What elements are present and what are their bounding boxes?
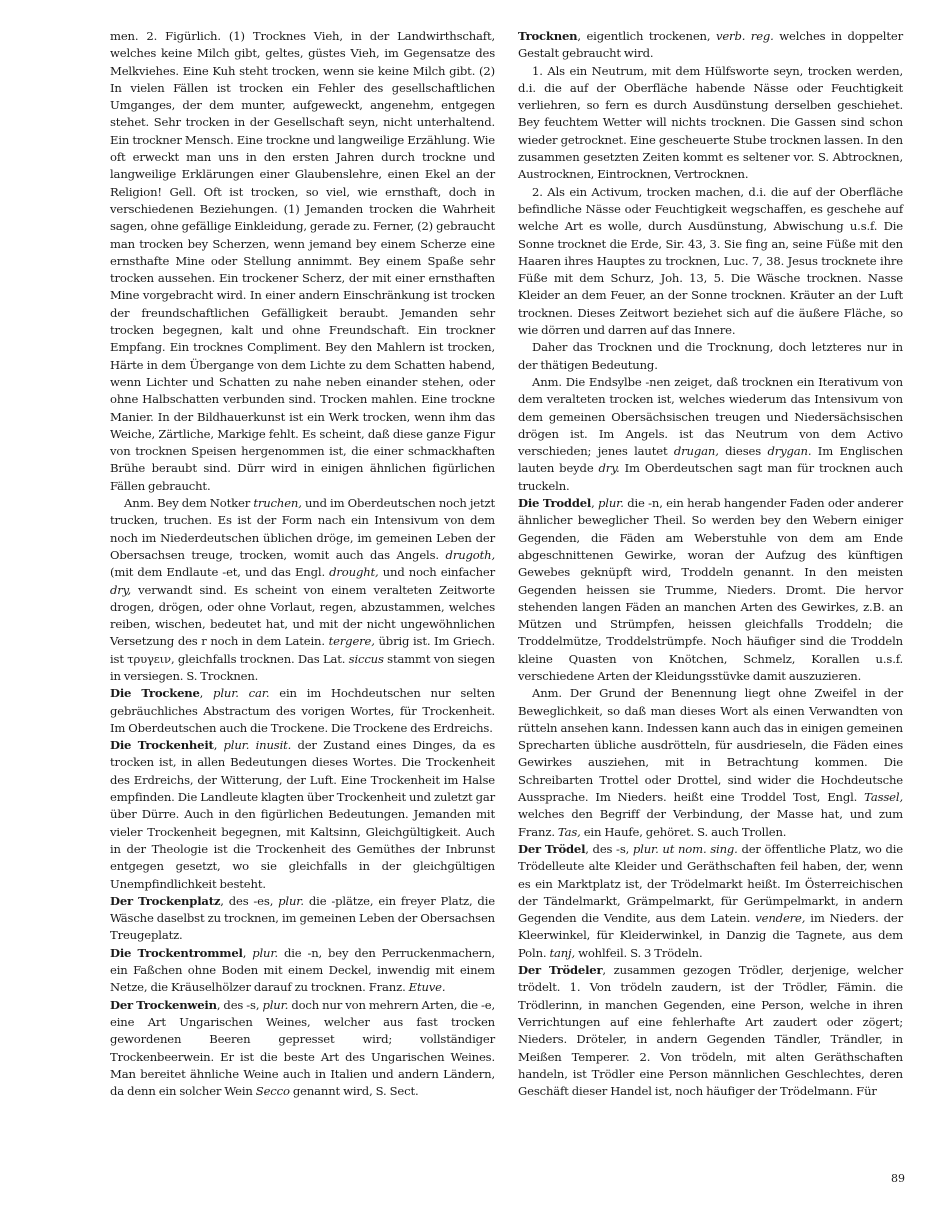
headword: Der Trockenwein bbox=[110, 997, 217, 1012]
headword: Die Trockene bbox=[110, 686, 200, 701]
sense-neutrum: 1. Als ein Neutrum, mit dem Hülfsworte seyn, trocken werden, d.i. die auf der Oberfläche habende Nässe oder Feuchtigkeit verliehren, so fern es durch Ausdünstung derselben geschiehet. Bey feuchtem Wetter will nichts trocknen. Die Gassen sind schon wieder getrocknet. Eine gescheuerte Stube trocknen lassen. In den zusammen gesetzten Zeiten kommt es seltener vor. S. Abtrocknen, Austrocknen, Eintrocknen, Vertrocknen. bbox=[518, 63, 903, 182]
right-column bbox=[518, 28, 903, 1100]
entry-trocken-continuation: men. 2. Figürlich. (1) Trocknes Vieh, in der Landwirthschaft, welches keine Milch gibt, geltes, güstes Vieh, im Gegensatze des Melkviehes. Eine Kuh steht trocken, wenn sie keine Milch gibt. (2) In vielen Fällen ist trocken ein Fehler des gesellschaftlichen Umganges, der dem munter, aufgeweckt, angenehm, entgegen stehet. Sehr trocken in der Gesellschaft seyn, nicht unterhaltend. Ein trockner Mensch. Eine trockne und langweilige Erzählung. Wie oft erweckt man uns in den ersten Jahren durch trockne und langweilige Erklärungen einer Glaubenslehre, einen Ekel an der Religion! Gell. Oft ist trocken, so viel, wie ernsthaft, doch in verschiedenen Beziehungen. (1) Jemanden trocken die Wahrheit sagen, ohne gefällige Einkleidung, gerade zu. Ferner, (2) gebraucht man trocken bey Scherzen, wenn jemand bey einem Scherze eine ernsthafte Mine oder Stellung annimmt. Bey einem Spaße sehr trocken aussehen. Ein trockener Scherz, der mit einer ernsthaften Mine vorgebracht wird. In einer andern Einschränkung ist trocken der freundschaftlichen Gefälligkeit beraubt. Jemanden sehr trocken begegnen, kalt und ohne Freundschaft. Ein trockner Empfang. Ein trocknes Compliment. Bey den Mahlern ist trocken, Härte in dem Übergange von dem Lichte zu dem Schatten habend, wenn Lichter und Schatten zu nahe neben einander stehen, oder ohne Halbschatten verbunden sind. Trocken mahlen. Eine trockne Manier. In der Bildhauerkunst ist ein Werk trocken, wenn ihm das Weiche, Zärtliche, Markige fehlt. Es scheint, daß diese ganze Figur von trocknen Speisen hergenommen ist, die einer schmackhaften Brühe beraubt sind. Dürr wird in einigen ähnlichen figürlichen Fällen gebraucht. bbox=[110, 29, 495, 493]
headword: Der Trödeler bbox=[518, 963, 603, 978]
page-number: 89 bbox=[891, 1172, 905, 1185]
left-column bbox=[110, 28, 495, 1100]
note-trocken: Anm. Bey dem Notker truchen, und im Oberdeutschen noch jetzt trucken, truchen. Es ist der Form nach ein Intensivum von dem noch im Niederdeutschen üblichen dröge, im gemeinen Leben der Obersachsen treuge, trocken, womit auch das Angels. drugoth, (mit dem Endlaute -et, und das Engl. drought, und noch einfacher dry, verwandt sind. Es scheint von einem veralteten Zeitworte drogen, drögen, oder ohne Vorlaut, regen, abzustammen, welches reiben, wischen, bedeutet hat, und mit der nicht ungewöhnlichen Versetzung des r noch in dem Latein. tergere, übrig ist. Im Griech. ist τρυγειν, gleichfalls trocknen. Das Lat. siccus stammt von siegen in versiegen. S. Trocknen. bbox=[110, 496, 495, 683]
note-trocknen: Anm. Die Endsylbe -nen zeiget, daß trocknen ein Iterativum von dem veralteten trocken ist, welches wiederum das Intensivum von dem gemeinen Obersächsischen treugen und Niedersächsischen drögen ist. Im Angels. ist das Neutrum von dem Activo verschieden; jenes lautet drugan, dieses drygan. Im Englischen lauten beyde dry. Im Oberdeutschen sagt man für trocknen auch truckeln. bbox=[518, 374, 903, 493]
entry-trockenwein: Der Trockenwein, des -s, plur. doch nur von mehrern Arten, die -e, eine Art Ungarischen Weines, welcher aus fast trocken gewordenen Beeren gepresset wird; vollständiger Trockenbeerwein. Er ist die beste Art des Ungarischen Weines. Man bereitet ähnliche Weine auch in Italien und andern Ländern, da denn ein solcher Wein Secco genannt wird, S. Sect. bbox=[110, 997, 495, 1099]
sense-activum: 2. Als ein Activum, trocken machen, d.i. die auf der Oberfläche befindliche Nässe oder Feuchtigkeit wegschaffen, es geschehe auf welche Art es wolle, durch Ausdünstung, Abwischung u.s.f. Die Sonne trocknet die Erde, Sir. 43, 3. Sie fing an, seine Füße mit den Haaren ihres Hauptes zu trocknen, Luc. 7, 38. Jesus trocknete ihre Füße mit dem Schurz, Joh. 13, 5. Die Wäsche trocknen. Nasse Kleider an dem Feuer, an der Sonne trocknen. Kräuter an der Luft trocknen. Dieses Zeitwort beziehet sich auf die äußere Fläche, so wie dörren und darren auf das Innere. bbox=[518, 184, 903, 338]
entry-trockentrommel: Die Trockentrommel, plur. die -n, bey den Perruckenmachern, ein Faßchen ohne Boden mit einem Deckel, inwendig mit einem Netze, die Kräuselhölzer darauf zu trocknen. Franz. Etuve. bbox=[110, 945, 495, 995]
headword: Die Troddel bbox=[518, 496, 592, 511]
entry-trockenheit: Die Trockenheit, plur. inusit. der Zustand eines Dinges, da es trocken ist, in allen Bedeutungen dieses Wortes. Die Trockenheit des Erdreichs, der Witterung, der Luft. Eine Trockenheit im Halse empfinden. Die Landleute klagten über Trockenheit und zuletzt gar über Dürre. Auch in den figürlichen Bedeutungen. Jemanden mit vieler Trockenheit begegnen, mit Kaltsinn, Gleichgültigkeit. Auch in der Theologie ist die Trockenheit des Gemüthes der Inbrunst entgegen gesetzt, wo sie gleichfalls in der gleichgültigen Unempfindlichkeit besteht. bbox=[110, 738, 496, 891]
note-troddel: Anm. Der Grund der Benennung liegt ohne Zweifel in der Beweglichkeit, so daß man dieses Wort als einen Verwandten von rütteln ansehen kann. Indessen kann auch das in einigen gemeinen Sprecharten übliche ausdrötteln, für ausdrieseln, die Fäden eines Gewirkes ausziehen, mit in Betrachtung kommen. Die Schreibarten Trottel oder Drottel, sind wider die Hochdeutsche Aussprache. Im Nieders. heißt eine Troddel Tost, Engl. Tassel, welches den Begriff der Verbindung, der Masse hat, und zum Franz. Tas, ein Haufe, gehöret. S. auch Trollen. bbox=[518, 686, 903, 839]
derivation-note: Daher das Trocknen und die Trocknung, doch letzteres nur in der thätigen Bedeutung. bbox=[518, 340, 903, 372]
headword: Der Trödel bbox=[518, 841, 586, 856]
headword: Trocknen bbox=[518, 29, 578, 43]
headword: Die Trockenheit bbox=[110, 738, 214, 753]
entry-troedeler: Der Trödeler, zusammen gezogen Trödler, derjenige, welcher trödelt. 1. Von trödeln zaudern, ist der Trödler, Fämin. die Trödlerinn, in manchen Gegenden, eine Person, welche in ihren Verrichtungen auf eine fehlerhafte Art zaudert oder zögert; Nieders. Dröteler, in andern Gegenden Tändler, Trändler, in Meißen Temperer. 2. Von trödeln, mit alten Geräthschaften handeln, ist Trödler eine Person männlichen Geschlechtes, deren Geschäft dieser Handel ist, noch häufiger der Trödelmann. Für bbox=[518, 963, 903, 1099]
entry-troedel: Der Trödel, des -s, plur. ut nom. sing. der öffentliche Platz, wo die Trödelleute alte Kleider und Geräthschaften feil haben, der, wenn es ein Marktplatz ist, der Trödelmarkt heißt. Im Österreichischen der Tändelmarkt, Grämpelmarkt, für Gerümpelmarkt, in andern Gegenden die Vendite, aus dem Latein. vendere, im Nieders. der Kleerwinkel, für Kleiderwinkel, in Danzig die Tagnete, aus dem Poln. tanj, wohlfeil. S. 3 Trödeln. bbox=[518, 841, 903, 960]
headword: Der Trockenplatz bbox=[110, 893, 221, 908]
entry-trockene: Die Trockene, plur. car. ein im Hochdeutschen nur selten gebräuchliches Abstractum des vorigen Wortes, für Trockenheit. Im Oberdeutschen auch die Trockene. Die Trockene des Erdreichs. bbox=[110, 686, 496, 735]
entry-trocknen: Trocknen, eigentlich trockenen, verb. reg. welches in doppelter Gestalt gebraucht wird. bbox=[518, 29, 903, 61]
headword: Die Trockentrommel bbox=[110, 945, 243, 960]
entry-troddel: Die Troddel, plur. die -n, ein herab hangender Faden oder anderer ähnlicher beweglicher Theil. So werden bey den Webern einiger Gegenden, die Fäden am Weberstuhle von dem am Ende abgeschnittenen Gewirke, woran der Aufzug des künftigen Gewebes geknüpft wird, Troddeln genannt. In den meisten Gegenden heissen sie Trumme, Nieders. Dromt. Die hervor stehenden langen Fäden an manchen Arten des Gewirkes, z.B. an Mützen und Strümpfen, heissen gleichfalls Troddeln; die Troddelmütze, Troddelstrümpfe. Noch häufiger sind die Troddeln kleine Quasten von Knötchen, Schmelz, Korallen u.s.f. verschiedene Arten der Kleidungsstüvke damit auszuzieren. bbox=[518, 496, 903, 683]
entry-trockenplatz: Der Trockenplatz, des -es, plur. die -plätze, ein freyer Platz, die Wäsche daselbst zu trocknen, im gemeinen Leben der Obersachsen Treugeplatz. bbox=[110, 893, 495, 943]
